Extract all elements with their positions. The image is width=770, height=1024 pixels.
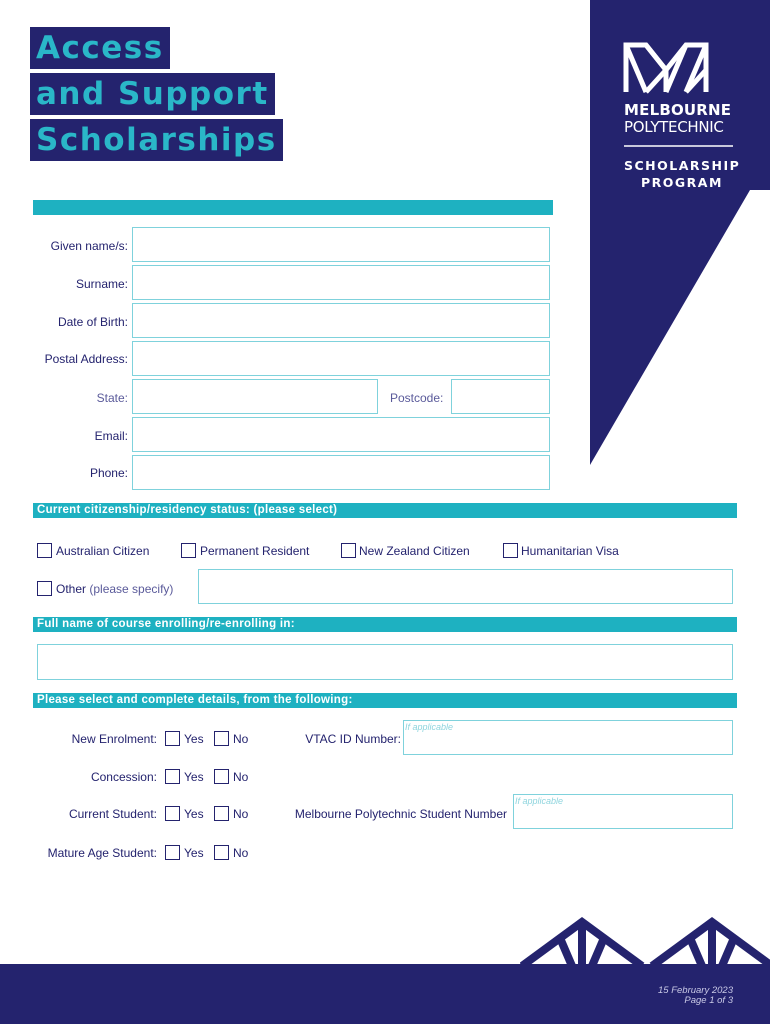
current-student-yes-label: Yes	[184, 807, 204, 821]
brand-name-line-2: POLYTECHNIC	[624, 118, 724, 136]
vtac-id-label: VTAC ID Number:	[305, 732, 401, 746]
given-names-input[interactable]	[132, 227, 550, 262]
australian-citizen-checkbox[interactable]	[37, 543, 52, 558]
new-enrolment-no-checkbox[interactable]	[214, 731, 229, 746]
mature-age-no-checkbox[interactable]	[214, 845, 229, 860]
concession-label: Concession:	[90, 770, 157, 784]
title-line-2: and Support	[30, 73, 275, 115]
footer-page-number: Page 1 of 3	[684, 995, 733, 1006]
vtac-if-applicable-hint: If applicable	[405, 722, 454, 732]
surname-input[interactable]	[132, 265, 550, 300]
concession-yes-checkbox[interactable]	[165, 769, 180, 784]
dob-label: Date of Birth:	[57, 315, 128, 329]
brand-banner	[590, 0, 770, 470]
new-enrolment-no-label: No	[233, 732, 249, 746]
title-line-1: Access	[30, 27, 170, 69]
current-student-no-checkbox[interactable]	[214, 806, 229, 821]
new-enrolment-yes-checkbox[interactable]	[165, 731, 180, 746]
new-enrolment-yes-label: Yes	[184, 732, 204, 746]
mp-student-number-label: Melbourne Polytechnic Student Number	[294, 807, 507, 821]
postal-address-label: Postal Address:	[44, 352, 128, 366]
new-zealand-citizen-checkbox[interactable]	[341, 543, 356, 558]
brand-name-line-1: MELBOURNE	[624, 101, 732, 119]
concession-yes-label: Yes	[184, 770, 204, 784]
postcode-input[interactable]	[451, 379, 550, 414]
new-zealand-citizen-label: New Zealand Citizen	[359, 544, 470, 558]
mature-age-yes-checkbox[interactable]	[165, 845, 180, 860]
australian-citizen-label: Australian Citizen	[56, 544, 150, 558]
course-section-header: Full name of course enrolling/re-enrolling in:	[33, 617, 737, 632]
concession-no-checkbox[interactable]	[214, 769, 229, 784]
postcode-label: Postcode:	[390, 391, 444, 405]
truss-decoration-icon	[520, 912, 770, 968]
phone-input[interactable]	[132, 455, 550, 490]
mature-age-student-label: Mature Age Student:	[47, 846, 157, 860]
humanitarian-visa-label: Humanitarian Visa	[521, 544, 619, 558]
details-section-header: Please select and complete details, from the following:	[33, 693, 737, 708]
state-label: State:	[96, 391, 128, 405]
other-hint: (please specify)	[89, 582, 174, 596]
other-citizenship-input[interactable]	[198, 569, 733, 604]
dob-input[interactable]	[132, 303, 550, 338]
email-input[interactable]	[132, 417, 550, 452]
other-citizenship-checkbox[interactable]	[37, 581, 52, 596]
phone-label: Phone:	[89, 466, 128, 480]
current-student-yes-checkbox[interactable]	[165, 806, 180, 821]
other-citizenship-label	[56, 582, 173, 596]
permanent-resident-checkbox[interactable]	[181, 543, 196, 558]
footer-bar	[0, 964, 770, 1024]
email-label: Email:	[94, 429, 128, 443]
humanitarian-visa-checkbox[interactable]	[503, 543, 518, 558]
title-line-3: Scholarships	[30, 119, 283, 161]
state-input[interactable]	[132, 379, 378, 414]
postal-address-input[interactable]	[132, 341, 550, 376]
current-student-no-label: No	[233, 807, 249, 821]
new-enrolment-label: New Enrolment:	[71, 732, 157, 746]
course-name-input[interactable]	[37, 644, 733, 680]
other-label: Other	[56, 582, 87, 596]
permanent-resident-label: Permanent Resident	[200, 544, 310, 558]
personal-section-bar	[33, 200, 553, 215]
mp-if-applicable-hint: If applicable	[515, 796, 564, 806]
mature-age-yes-label: Yes	[184, 846, 204, 860]
mature-age-no-label: No	[233, 846, 249, 860]
given-names-label: Given name/s:	[50, 239, 128, 253]
citizenship-section-header: Current citizenship/residency status: (please select)	[33, 503, 737, 518]
surname-label: Surname:	[75, 277, 128, 291]
concession-no-label: No	[233, 770, 249, 784]
program-line-1: SCHOLARSHIP	[624, 158, 741, 173]
program-line-2: PROGRAM	[641, 175, 723, 190]
current-student-label: Current Student:	[68, 807, 157, 821]
footer-date: 15 February 2023	[658, 985, 733, 996]
